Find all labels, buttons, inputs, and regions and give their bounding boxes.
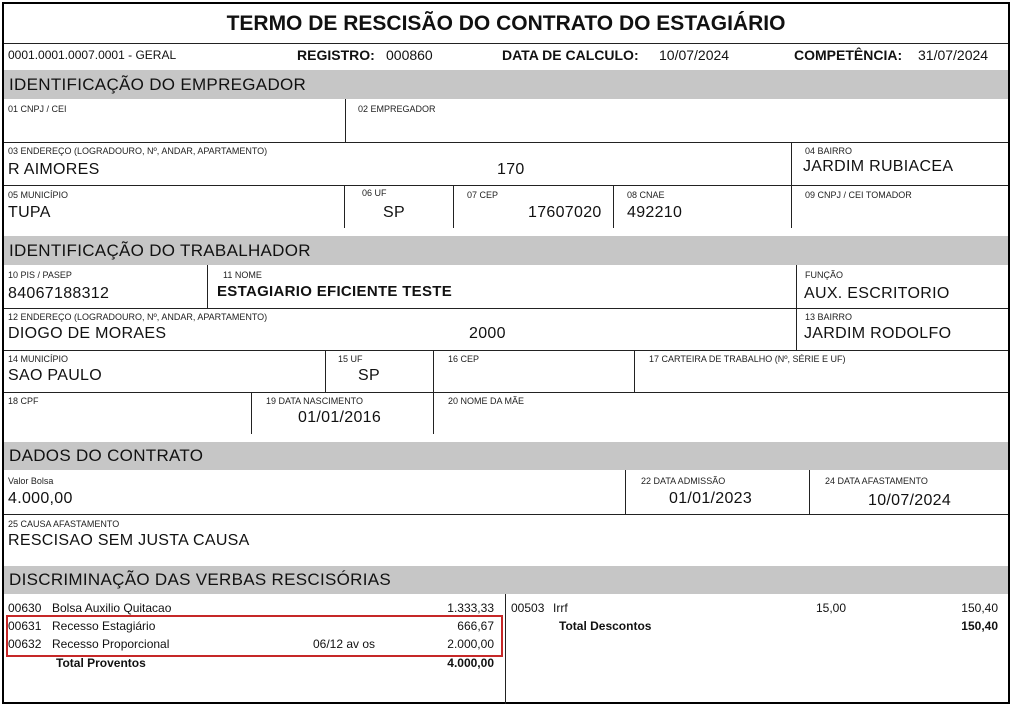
data-calculo-label: DATA DE CALCULO: bbox=[502, 47, 639, 63]
desconto-desc: Irrf bbox=[553, 601, 568, 615]
data-calculo-value: 10/07/2024 bbox=[659, 47, 730, 63]
section-trabalhador: IDENTIFICAÇÃO DO TRABALHADOR bbox=[4, 236, 1008, 265]
contrato-afastamento: 10/07/2024 bbox=[868, 492, 952, 509]
nascimento-label: 19 DATA NASCIMENTO bbox=[266, 396, 364, 406]
trabalhador-municipio-label: 14 MUNICÍPIO bbox=[8, 354, 69, 364]
highlight-box bbox=[6, 615, 503, 657]
trabalhador-municipio: SAO PAULO bbox=[8, 367, 102, 384]
trabalhador-cep-label: 16 CEP bbox=[448, 354, 480, 364]
bolsa-label: Valor Bolsa bbox=[8, 476, 54, 486]
contrato-causa: RESCISAO SEM JUSTA CAUSA bbox=[8, 532, 250, 549]
trabalhador-bairro-label: 13 BAIRRO bbox=[805, 312, 853, 322]
document-title: TERMO DE RESCISÃO DO CONTRATO DO ESTAGIÁRIO bbox=[226, 12, 786, 35]
trabalhador-uf-label: 15 UF bbox=[338, 354, 363, 364]
contrato-admissao: 01/01/2023 bbox=[669, 490, 753, 507]
section-empregador: IDENTIFICAÇÃO DO EMPREGADOR bbox=[4, 70, 1008, 99]
provento-code: 00632 bbox=[8, 637, 42, 651]
provento-code: 00631 bbox=[8, 619, 42, 633]
trabalhador-uf: SP bbox=[358, 367, 380, 384]
provento-value: 2.000,00 bbox=[447, 637, 494, 651]
trabalhador-numero: 2000 bbox=[469, 325, 506, 342]
provento-row bbox=[8, 601, 41, 615]
empregador-cep: 17607020 bbox=[528, 204, 602, 221]
nome-mae-label: 20 NOME DA MÃE bbox=[448, 396, 525, 406]
trabalhador-nascimento: 01/01/2016 bbox=[298, 409, 382, 426]
municipio-label: 05 MUNICÍPIO bbox=[8, 190, 69, 200]
contrato-bolsa: 4.000,00 bbox=[8, 490, 73, 507]
endereco-label: 03 ENDEREÇO (LOGRADOURO, Nº, ANDAR, APARTAMENTO) bbox=[8, 146, 268, 156]
total-proventos-value: 4.000,00 bbox=[447, 656, 494, 670]
funcao-label: FUNÇÃO bbox=[805, 270, 843, 280]
provento-ref: 06/12 av os bbox=[313, 637, 376, 651]
trabalhador-funcao: AUX. ESCRITORIO bbox=[804, 285, 950, 302]
total-descontos-value: 150,40 bbox=[961, 619, 998, 633]
section-verbas: DISCRIMINAÇÃO DAS VERBAS RESCISÓRIAS bbox=[4, 566, 1008, 594]
competencia-label: COMPETÊNCIA: bbox=[794, 47, 903, 63]
company-code: 0001.0001.0007.0001 - GERAL bbox=[8, 48, 177, 62]
cep-label: 07 CEP bbox=[467, 190, 499, 200]
trabalhador-endereco-label: 12 ENDEREÇO (LOGRADOURO, Nº, ANDAR, APARTAMENTO) bbox=[8, 312, 268, 322]
desconto-value: 150,40 bbox=[961, 601, 998, 615]
ctps-label: 17 CARTEIRA DE TRABALHO (Nº, SÉRIE E UF) bbox=[649, 354, 846, 364]
empregador-label: 02 EMPREGADOR bbox=[358, 104, 436, 114]
empregador-cnae: 492210 bbox=[627, 204, 683, 221]
registro-value: 000860 bbox=[386, 47, 433, 63]
bairro-label: 04 BAIRRO bbox=[805, 146, 853, 156]
cnpj-label: 01 CNPJ / CEI bbox=[8, 104, 67, 114]
trabalhador-endereco: DIOGO DE MORAES bbox=[8, 325, 167, 342]
provento-value: 666,67 bbox=[457, 619, 494, 633]
provento-value: 1.333,33 bbox=[447, 601, 494, 615]
cnpj-tomador-label: 09 CNPJ / CEI TOMADOR bbox=[805, 190, 912, 200]
uf-label: 06 UF bbox=[362, 188, 387, 198]
registro-label: REGISTRO: bbox=[297, 47, 375, 63]
nome-label: 11 NOME bbox=[223, 270, 262, 280]
empregador-numero: 170 bbox=[497, 161, 525, 178]
section-contrato: DADOS DO CONTRATO bbox=[4, 442, 1008, 470]
trabalhador-nome: ESTAGIARIO EFICIENTE TESTE bbox=[217, 283, 453, 300]
empregador-bairro: JARDIM RUBIACEA bbox=[803, 158, 954, 175]
empregador-endereco: R AIMORES bbox=[8, 161, 100, 178]
provento-desc: Recesso Proporcional bbox=[52, 637, 170, 651]
trabalhador-pis: 84067188312 bbox=[8, 285, 110, 302]
cnae-label: 08 CNAE bbox=[627, 190, 665, 200]
pis-label: 10 PIS / PASEP bbox=[8, 270, 72, 280]
cpf-label: 18 CPF bbox=[8, 396, 39, 406]
admissao-label: 22 DATA ADMISSÃO bbox=[641, 476, 726, 486]
total-proventos-label: Total Proventos bbox=[56, 656, 146, 670]
provento-desc: Bolsa Auxilio Quitacao bbox=[52, 601, 172, 615]
total-descontos-label: Total Descontos bbox=[559, 619, 652, 633]
competencia-value: 31/07/2024 bbox=[918, 47, 989, 63]
causa-label: 25 CAUSA AFASTAMENTO bbox=[8, 519, 120, 529]
empregador-municipio: TUPA bbox=[8, 204, 51, 221]
trabalhador-bairro: JARDIM RODOLFO bbox=[804, 325, 952, 342]
desconto-ref: 15,00 bbox=[815, 601, 846, 615]
afastamento-label: 24 DATA AFASTAMENTO bbox=[825, 476, 928, 486]
document-frame bbox=[2, 2, 1010, 704]
provento-desc: Recesso Estagiário bbox=[52, 619, 156, 633]
desconto-code: 00503 bbox=[511, 601, 545, 615]
empregador-uf: SP bbox=[383, 204, 405, 221]
provento-code: 00630 bbox=[8, 601, 42, 615]
